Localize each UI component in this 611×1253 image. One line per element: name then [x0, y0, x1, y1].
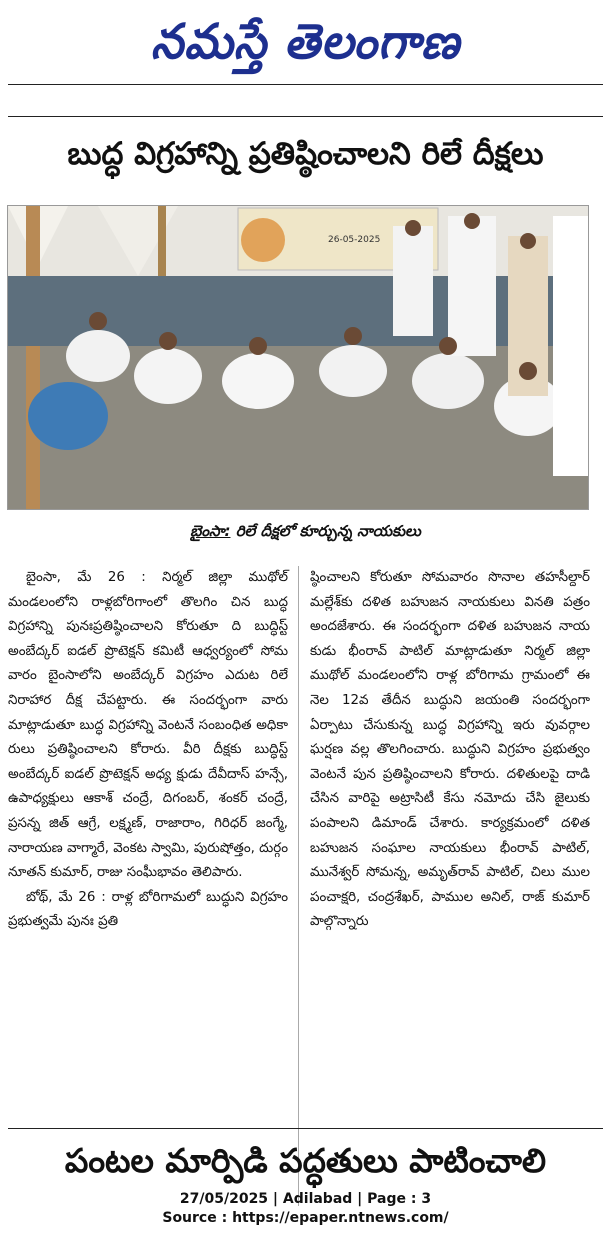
article-end-rule: [8, 1128, 603, 1129]
masthead-logo-text: నమస్తే తెలంగాణ: [150, 12, 461, 70]
article-photo: [7, 205, 589, 510]
article-paragraph: ష్ఠించాలని కోరుతూ సోమవారం సొనాల తహసీల్దార్ మల్లేశ్‌కు దళిత బహుజన నాయకులు వినతి పత్రం అందజేశారు. ఈ సందర్భంగా దళిత బహుజన నాయ కుడు భీంరావ్ పాటిల్ మాట్లాడుతూ నిర్మల్ జిల్లా ముథోల్ మండలంలోని రాళ్ల బోరిగామ గ్రామంలో ఈ నెల 12వ తేదీన బుద్ధుని జయంతి సందర్భంగా ఏర్పాటు చేసుకున్న బుద్ధ విగ్రహాన్ని ఇరు వువర్గాల ఘర్షణ వల్ల తొలగించారు. బుద్ధుని విగ్రహం ప్రభుత్వం వెంటనే పున ప్రతిష్ఠించాలని కోరారు. దళితులపై దాడి చేసిన వారిపై అట్రాసిటీ కేసు నమోదు చేసి జైలుకు పంపాలని డిమాండ్ చేశారు. కార్యక్రమంలో దళిత బహుజన సంఘాల నాయకులు భీంరావ్ పాటిల్, మునేశ్వర్ సోమన్న, అమృత్‌రావ్ పాటిల్, చిలు ముల పంచాక్షరి, చంద్రశేఖర్, పాముల అనిల్, రాజ్ కుమార్ పాల్గొన్నారు: [310, 570, 590, 930]
page-footer: [0, 1190, 611, 1228]
caption-place: బైంసా:: [190, 522, 231, 540]
banner-date: 26-05-2025: [328, 235, 381, 245]
photo-caption: [0, 522, 611, 544]
protest-photo: [8, 206, 588, 509]
section-rule: [8, 116, 603, 117]
buddha-image: [241, 218, 285, 262]
masthead-rule: [8, 84, 603, 85]
masthead-logo: [0, 6, 611, 76]
article-headline: బుద్ధ విగ్రహాన్ని ప్రతిష్ఠించాలని రిలే దీక్షలు: [67, 136, 544, 172]
tent-pole: [26, 206, 40, 509]
footer-source[interactable]: Source : https://epaper.ntnews.com/: [162, 1210, 449, 1226]
article-column-left: [8, 566, 288, 935]
column-divider: [298, 566, 299, 1206]
article-paragraph: బైంసా, మే 26 : నిర్మల్ జిల్లా ముథోల్ మండలంలోని రాళ్లబోరిగాంలో తొలగిం చిన బుద్ధ విగ్రహాన్ని పునఃప్రతిష్ఠించాలని కోరుతూ ది బుద్ధిస్ట్ అంబేద్కర్ ఐడల్ ప్రొటెక్షన్ కమిటీ ఆధ్వర్యంలో సోమ వారం బైంసాలోని అంబేద్కర్ విగ్రహం ఎదుట రిలే నిరాహార దీక్ష చేపట్టారు. ఈ సందర్భంగా వారు మాట్లాడుతూ బుద్ధ విగ్రహాన్ని వెంటనే సంబంధిత అధికా రులు ప్రతిష్ఠించాలని కోరారు. వీరి దీక్షకు బుద్ధిస్ట్ అంబేద్కర్ ఐడల్ ప్రొటెక్షన్ అధ్య క్షుడు దేవీదాస్ హన్సే, ఉపాధ్యక్షులు ఆకాశ్ చంద్రే, దిగంబర్, శంకర్ చంద్రే, ప్రసన్న జిత్ ఆగ్రే, లక్ష్మణ్, రాజారాం, గిరిధర్ జంగ్మే, నారాయణ వాగ్మారే, వెంకట స్వామి, పురుషోత్తం, దుర్గం నూతన్ కుమార్, రాజు సంఘీభావం తెలిపారు.: [8, 570, 288, 881]
next-article-headline: పంటల మార్పిడి పద్ధతులు పాటించాలి: [64, 1141, 547, 1180]
article-body: [8, 566, 593, 1216]
article-column-right: [310, 566, 590, 935]
article-paragraph: బోథ్, మే 26 : రాళ్ల బోరిగామలో బుద్ధుని విగ్రహం ప్రభుత్వమే పునః ప్రతి: [8, 889, 288, 930]
caption-text: రిలే దీక్షలో కూర్చున్న నాయకులు: [230, 522, 421, 540]
footer-edition-info: 27/05/2025 | Adilabad | Page : 3: [179, 1191, 432, 1207]
